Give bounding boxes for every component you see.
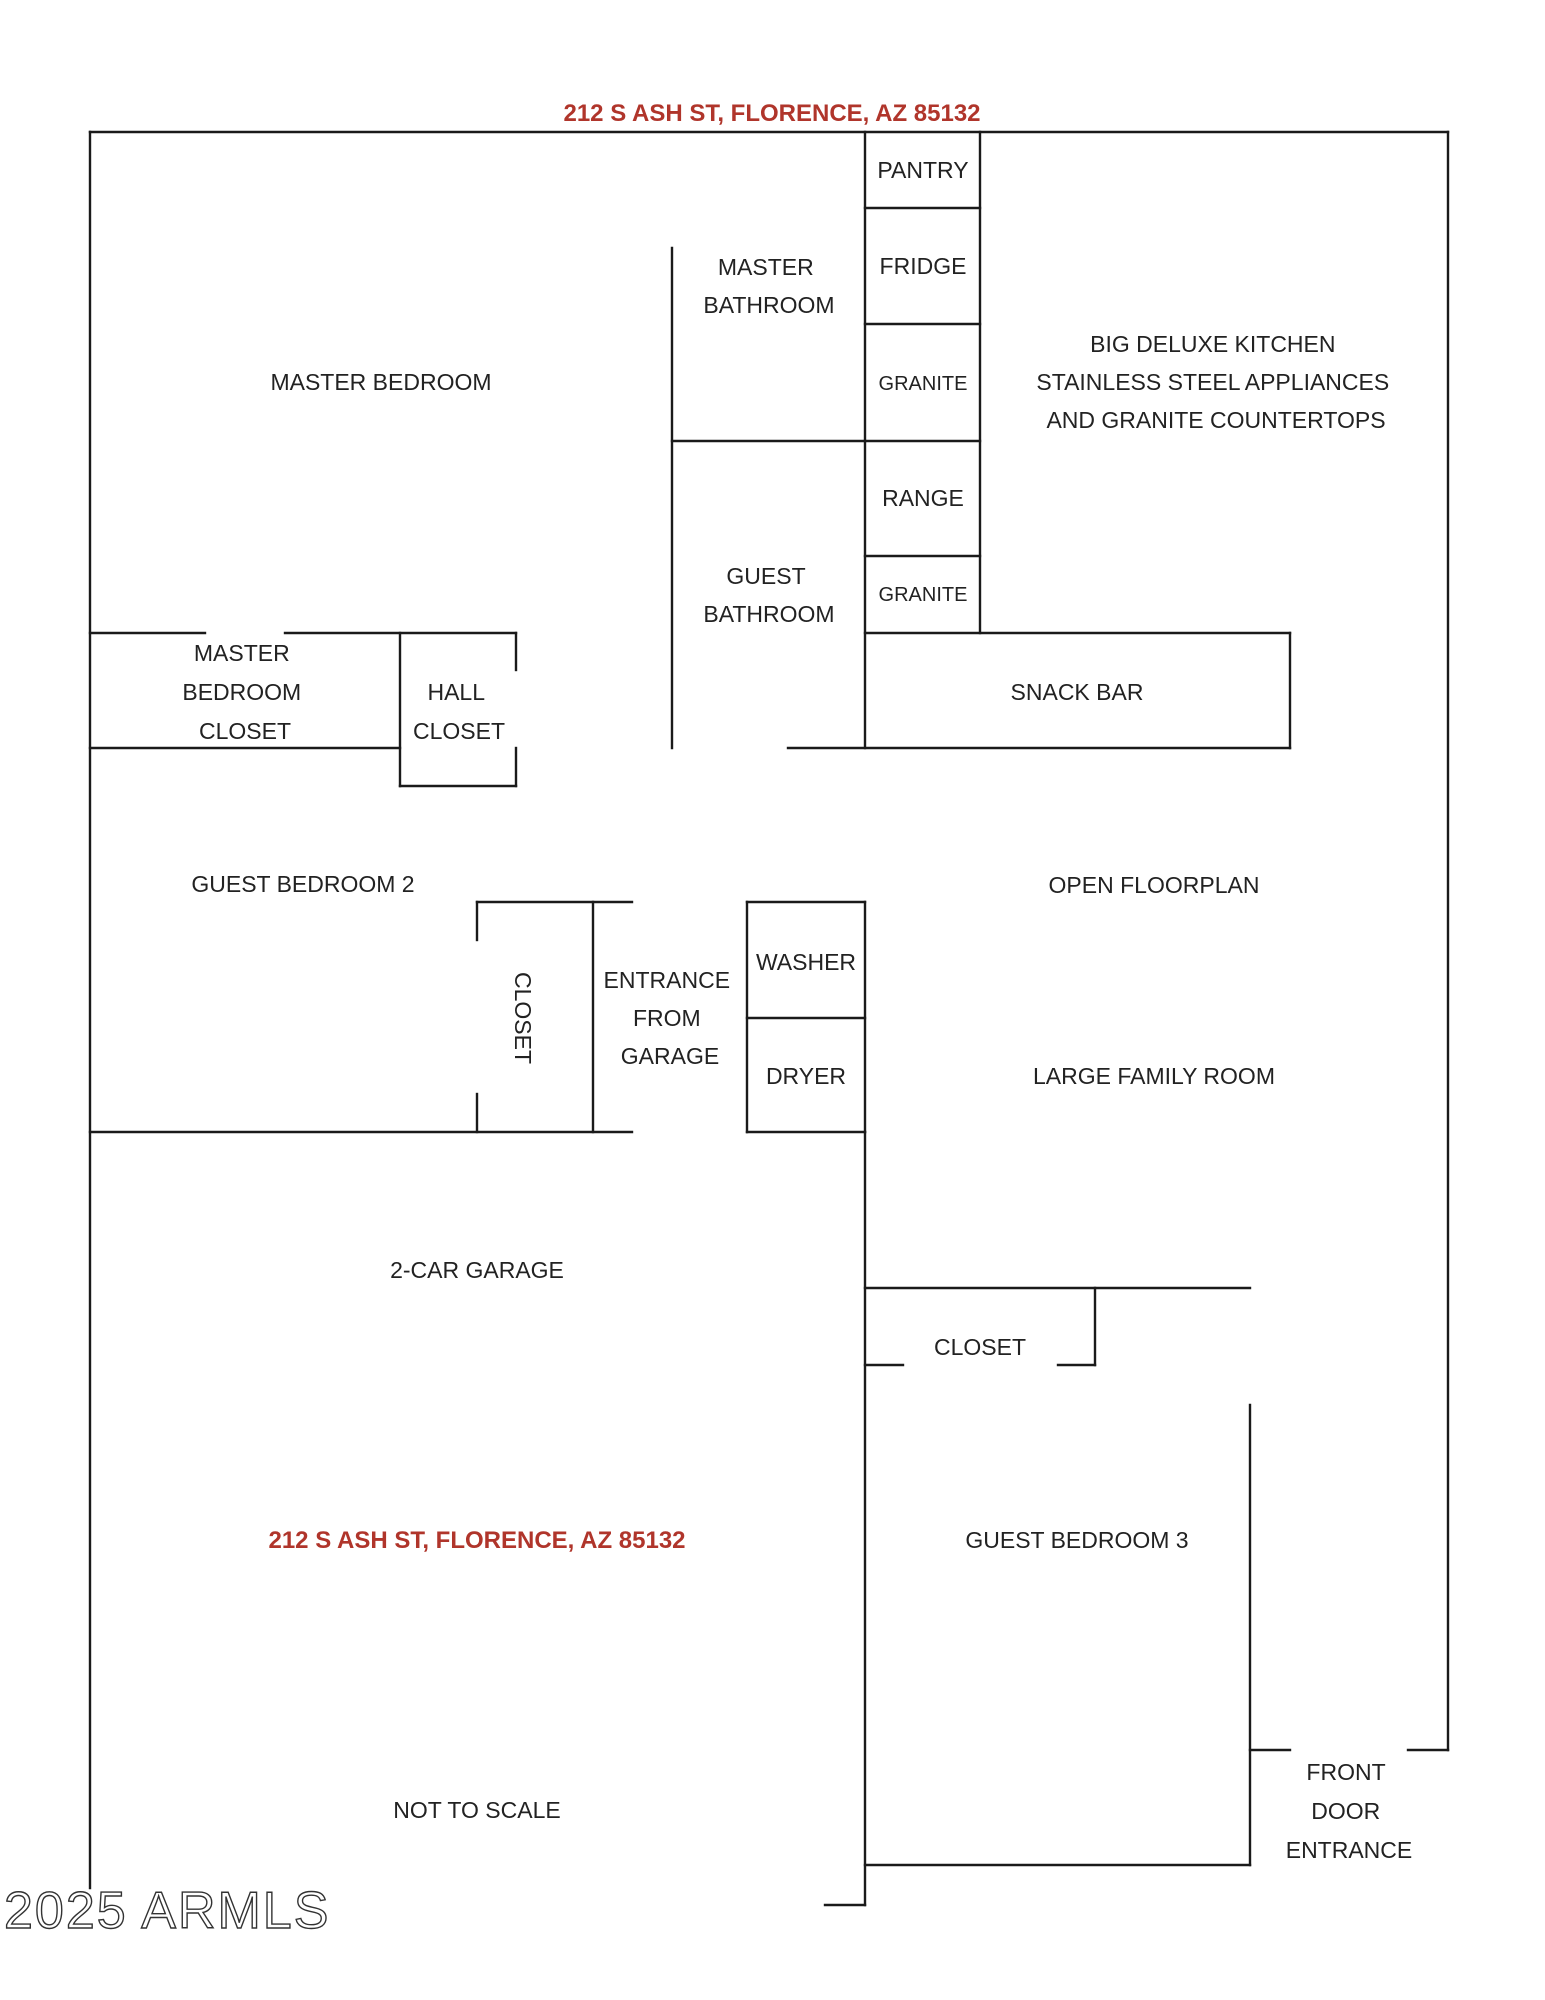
closet-vertical-label: CLOSET	[510, 971, 536, 1065]
master-bathroom-line-1: MASTER	[717, 254, 814, 280]
granite-upper-label: GRANITE	[878, 373, 968, 395]
master-bathroom-line-2: BATHROOM	[703, 292, 835, 318]
guest-bathroom-line-2: BATHROOM	[703, 601, 835, 627]
hall-closet-label	[413, 679, 505, 744]
master-closet-line-2: BEDROOM	[182, 679, 302, 705]
garage-label: 2-CAR GARAGE	[390, 1257, 564, 1283]
kitchen-line-2: STAINLESS STEEL APPLIANCES	[1036, 369, 1390, 395]
open-floorplan-label: OPEN FLOORPLAN	[1048, 872, 1260, 898]
guest-bedroom-3-label: GUEST BEDROOM 3	[965, 1527, 1189, 1553]
closet-bedroom3-label: CLOSET	[933, 1334, 1027, 1360]
master-bedroom-closet-label	[182, 640, 307, 744]
range-label: RANGE	[882, 485, 964, 511]
large-family-room-label: LARGE FAMILY ROOM	[1033, 1063, 1275, 1089]
front-door-line-3: ENTRANCE	[1285, 1837, 1413, 1863]
kitchen-label	[1036, 331, 1395, 433]
pantry-label: PANTRY	[877, 157, 969, 183]
front-door-label	[1286, 1759, 1413, 1863]
kitchen-line-3: AND GRANITE COUNTERTOPS	[1046, 407, 1386, 433]
master-bathroom-label	[703, 254, 834, 318]
granite-lower-label: GRANITE	[878, 584, 968, 606]
front-door-line-2: DOOR	[1311, 1798, 1381, 1824]
guest-bathroom-line-1: GUEST	[726, 563, 806, 589]
entrance-line-3: GARAGE	[620, 1043, 720, 1069]
washer-label: WASHER	[755, 949, 857, 975]
address-center: 212 S ASH ST, FLORENCE, AZ 85132	[268, 1527, 686, 1554]
watermark: 2025 ARMLS	[4, 1882, 331, 1940]
master-closet-line-1: MASTER	[193, 640, 290, 666]
master-bedroom-label: MASTER BEDROOM	[270, 369, 492, 395]
guest-bedroom-2-label: GUEST BEDROOM 2	[191, 871, 415, 897]
master-closet-line-3: CLOSET	[198, 718, 292, 744]
snack-bar-label: SNACK BAR	[1010, 679, 1144, 705]
entrance-from-garage-label	[604, 967, 737, 1069]
guest-bathroom-label	[703, 563, 834, 627]
dryer-label: DRYER	[765, 1063, 847, 1089]
entrance-line-2: FROM	[632, 1005, 701, 1031]
kitchen-line-1: BIG DELUXE KITCHEN	[1090, 331, 1336, 357]
hall-closet-line-2: CLOSET	[412, 718, 506, 744]
not-to-scale-label: NOT TO SCALE	[393, 1797, 561, 1823]
walls	[90, 132, 1448, 1905]
fridge-label: FRIDGE	[879, 253, 967, 279]
front-door-line-1: FRONT	[1306, 1759, 1386, 1785]
entrance-line-1: ENTRANCE	[603, 967, 731, 993]
address-title: 212 S ASH ST, FLORENCE, AZ 85132	[563, 100, 981, 127]
labels	[4, 100, 1412, 1940]
hall-closet-line-1: HALL	[427, 679, 485, 705]
